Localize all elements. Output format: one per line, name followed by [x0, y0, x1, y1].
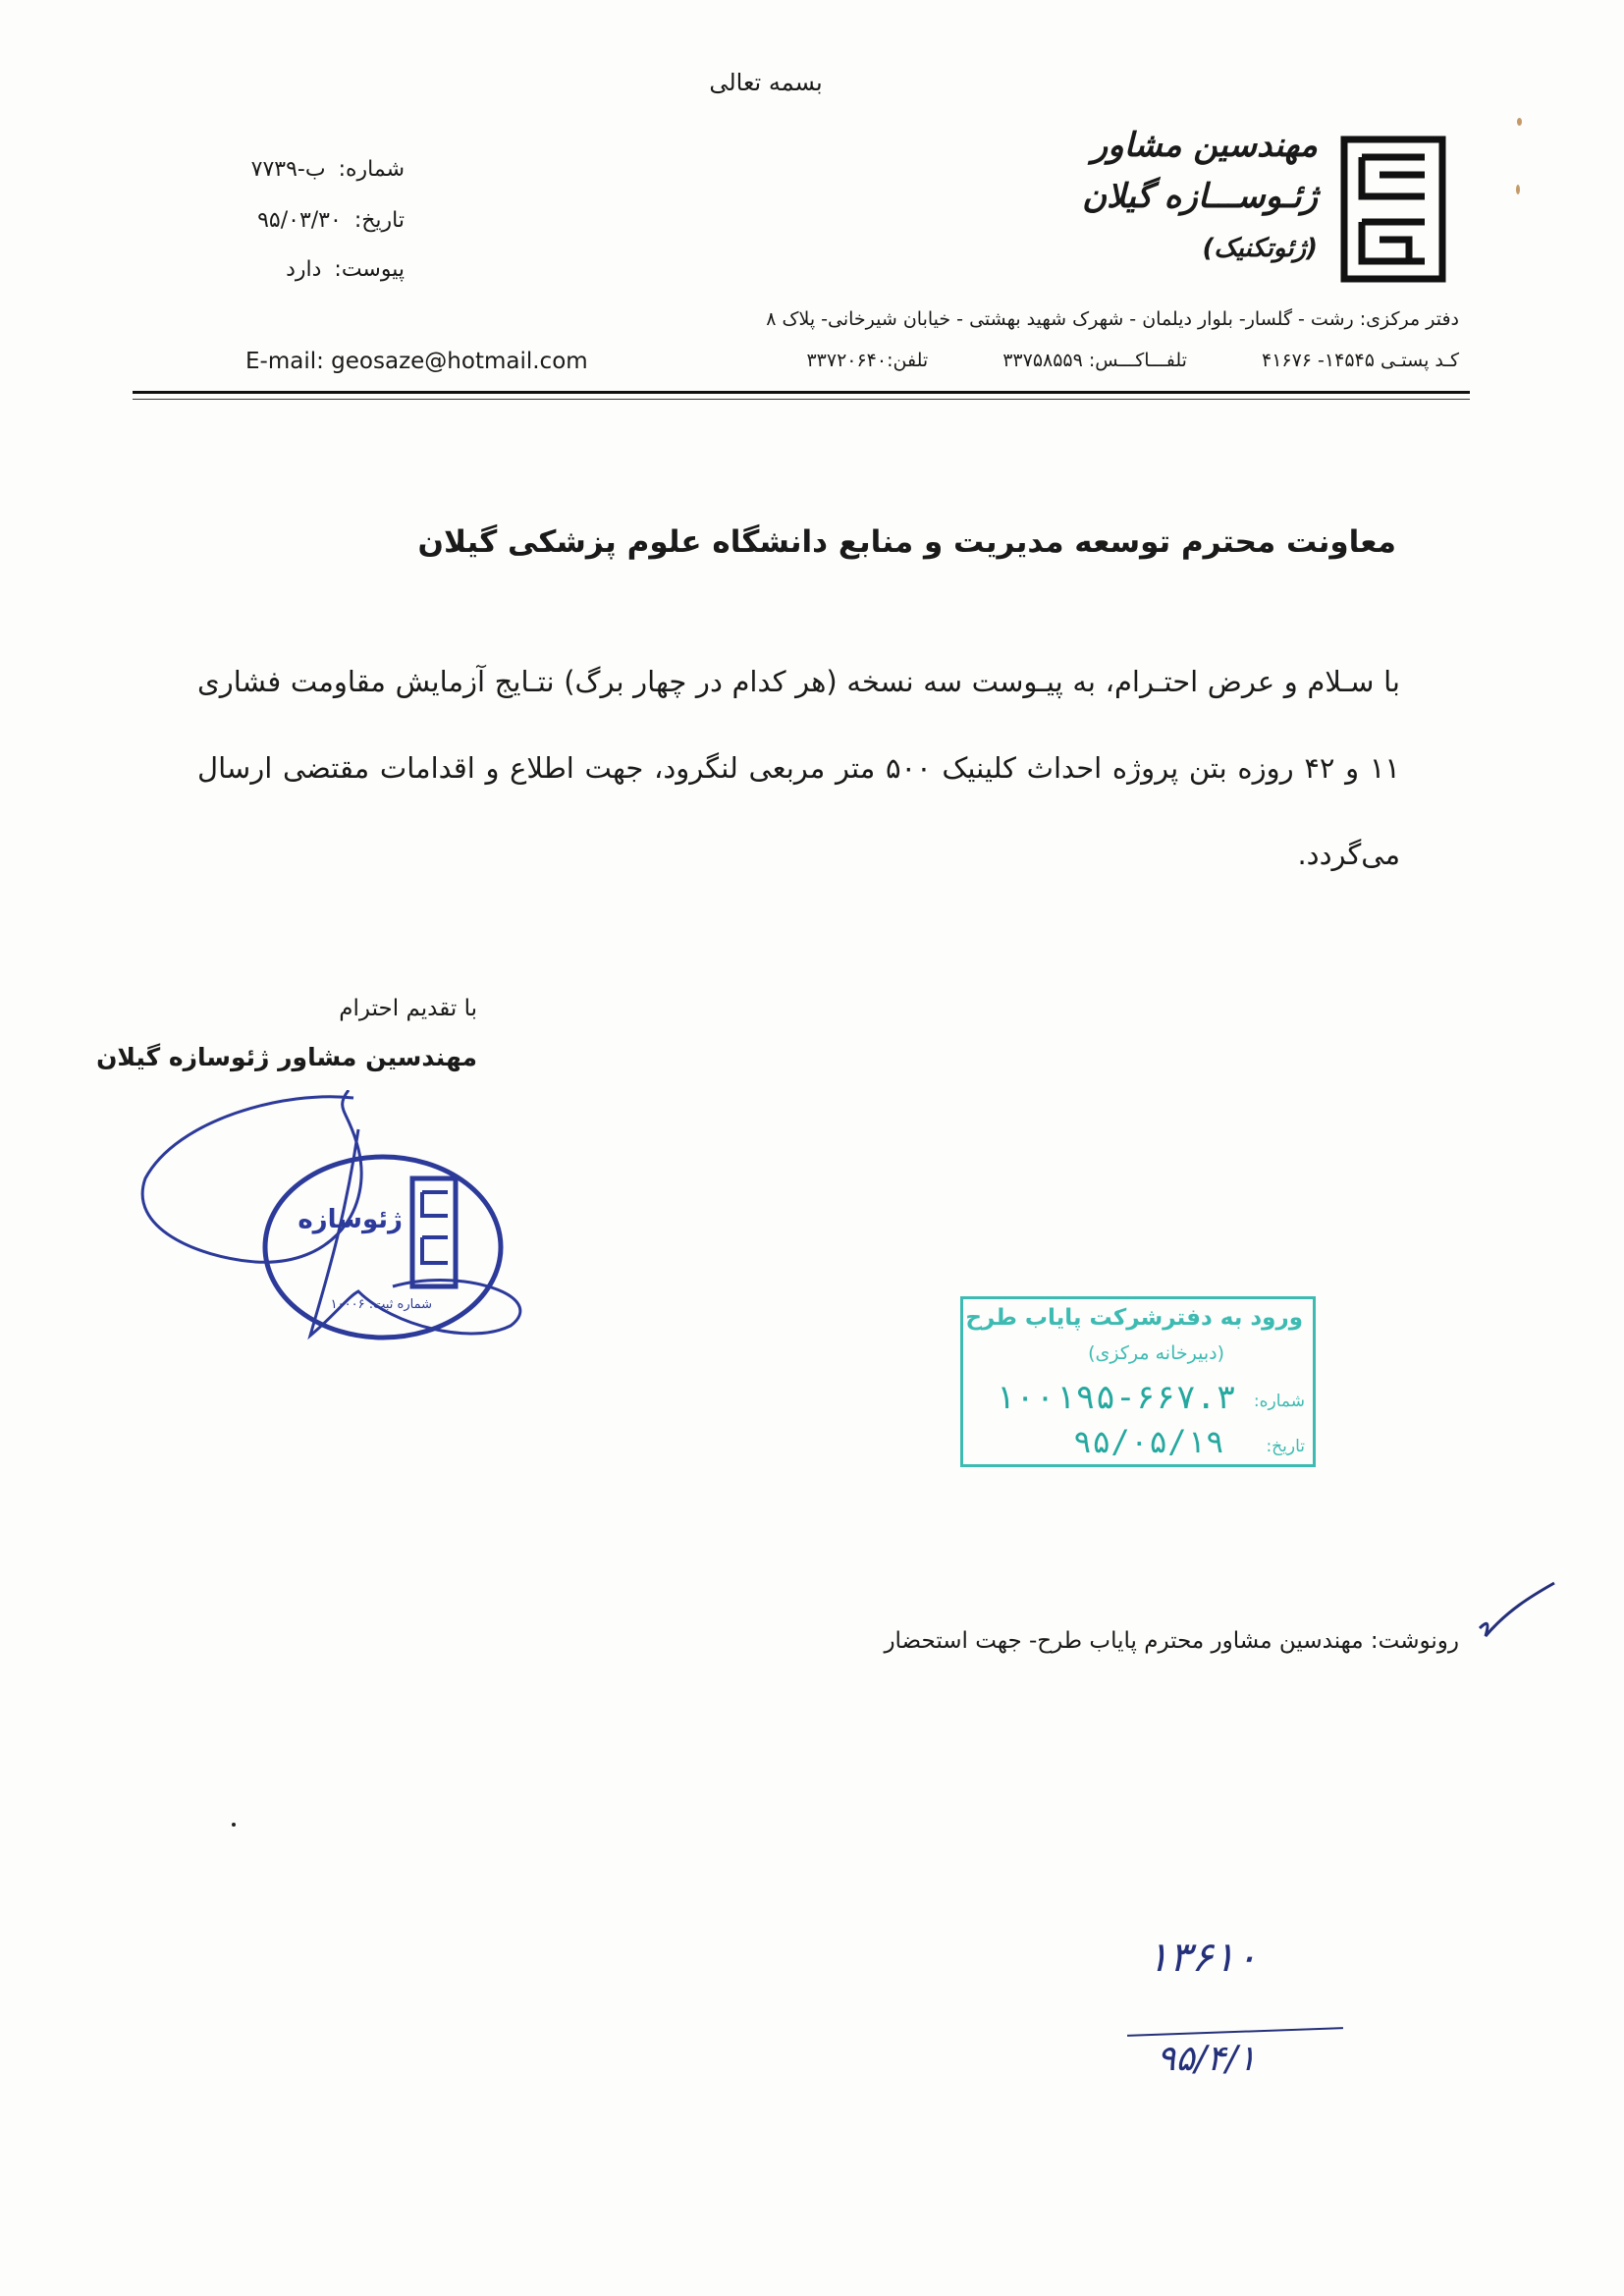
handwritten-tick-icon — [1478, 1581, 1556, 1640]
contact-line — [595, 350, 1459, 371]
closing-phrase: با تقدیم احترام — [339, 996, 477, 1021]
handwritten-underline — [1127, 2027, 1343, 2037]
phone-number: تلفن:۳۳۷۲۰۶۴۰ — [806, 350, 929, 371]
letter-attachment — [147, 257, 405, 282]
seal-text: ژئوسازه — [298, 1205, 403, 1234]
received-stamp-subtitle: (دبیرخانه مرکزی) — [1088, 1342, 1224, 1364]
signature-name: مهندسین مشاور ژئوسازه گیلان — [96, 1043, 477, 1071]
received-date-label: تاریخ: — [1266, 1437, 1305, 1456]
postal-code: کـد پستـی ۱۴۵۴۵- ۴۱۶۷۶ — [1261, 350, 1459, 371]
letter-attachment-label: پیوست: — [334, 257, 405, 282]
company-seal-icon — [137, 1090, 550, 1385]
header-divider-thin — [133, 399, 1470, 400]
letter-attachment-value: دارد — [286, 257, 322, 282]
seal-registration: شماره ثبت: ۱۰۰۰۶ — [330, 1297, 432, 1312]
letter-number-label: شماره: — [338, 157, 405, 182]
ink-speck — [232, 1823, 236, 1827]
basmala: بسمه تعالی — [709, 69, 823, 96]
handwritten-date: ۹۵/۴/۱ — [1157, 2039, 1257, 2079]
fax-number: تلفـــاکـــس: ۳۳۷۵۸۵۵۹ — [1002, 350, 1187, 371]
letter-number — [147, 157, 405, 182]
letter-number-value: ب-۷۷۳۹ — [250, 157, 326, 182]
received-stamp — [960, 1296, 1316, 1467]
letter-date — [147, 208, 405, 233]
company-logo-icon — [1340, 136, 1446, 283]
letter-date-label: تاریخ: — [353, 208, 405, 233]
letter-date-value: ۹۵/۰۳/۳۰ — [257, 208, 342, 233]
carbon-copy: رونوشت: مهندسین مشاور محترم پایاب طرح- جهت استحضار — [884, 1628, 1459, 1654]
office-address: دفتر مرکزی: رشت - گلسار- بلوار دیلمان - شهرک شهید بهشتی - خیابان شیرخانی- پلاک ۸ — [766, 308, 1459, 330]
addressee: معاونت محترم توسعه مدیریت و منابع دانشگاه علوم پزشکی گیلان — [417, 524, 1396, 560]
company-name-line1: مهندسین مشاور — [1091, 126, 1318, 165]
email-address: E-mail: geosaze@hotmail.com — [245, 349, 588, 374]
received-date-value: ۹۵/۰۵/۱۹ — [1072, 1423, 1224, 1460]
handwritten-number: ۱۳۶۱۰ — [1147, 1933, 1258, 1981]
company-name-line2: ژئـوســـازه گیلان — [1082, 177, 1318, 216]
received-stamp-title: ورود به دفترشرکت پایاب طرح — [965, 1305, 1303, 1331]
header-divider — [133, 391, 1470, 394]
received-number-value: ۱۰۰۱۹۵-۶۶۷.۳ — [995, 1378, 1236, 1417]
paper-stain — [1516, 185, 1520, 194]
company-name-line3: (ژئوتکنیک) — [1202, 234, 1318, 263]
letter-body: با سـلام و عرض احتـرام، به پیـوست سه نسخه (هر کدام در چهار برگ) نتـایج آزمایش مقاومت فشاری ۱۱ و ۴۲ روزه بتن پروژه احداث کلینیک ۵۰۰ متر مربعی لنگرود، جهت اطلاع و اقدامات مقتضی ارسال می‌گردد. — [197, 665, 1400, 871]
paper-stain — [1517, 118, 1522, 126]
received-number-label: شماره: — [1253, 1392, 1305, 1411]
